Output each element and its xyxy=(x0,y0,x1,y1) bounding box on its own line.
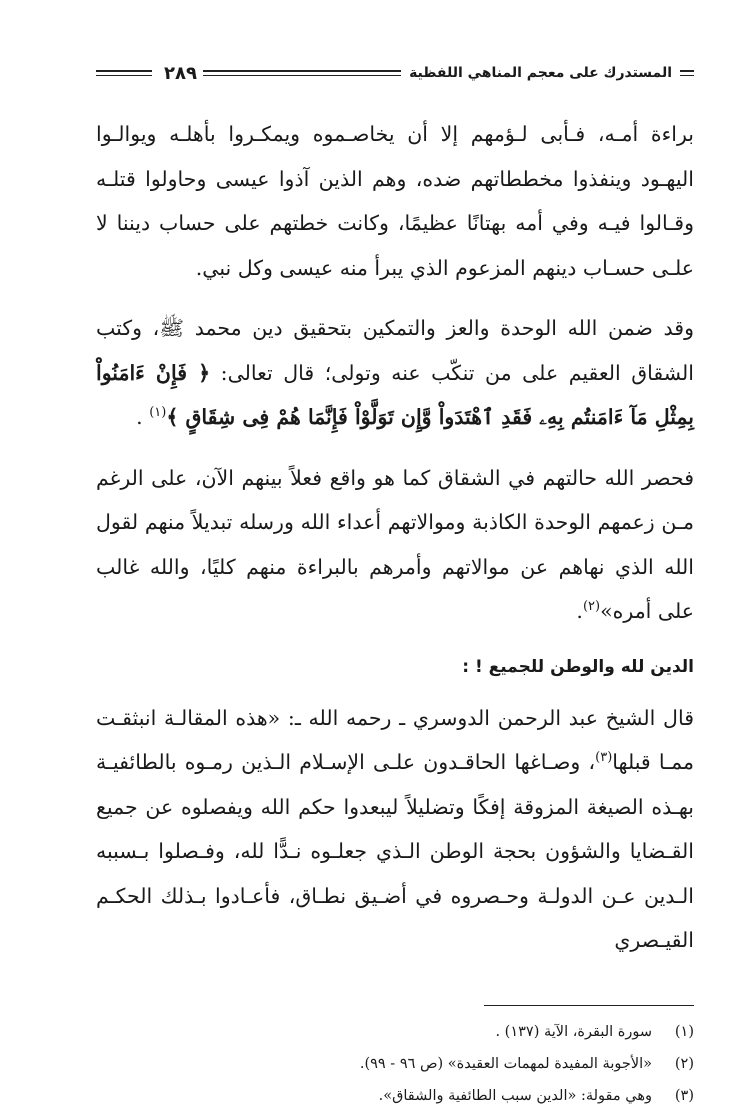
paragraph-2-text: وقد ضمن الله الوحدة والعز والتمكين بتحقيق دين محمد ﷺ، وكتب الشقاق العقيم على من تنكّب عنه وتولى؛ قال تعالى: xyxy=(96,316,694,385)
footnote-text: وهي مقولة: «الدين سبب الطائفية والشقاق». xyxy=(378,1087,652,1104)
paragraph-2 xyxy=(96,306,694,440)
footnote-text: «الأجوبة المفيدة لمهمات العقيدة» (ص ٩٦ - ٩٩). xyxy=(359,1055,652,1072)
footnote-number: (٢) xyxy=(674,1055,694,1072)
header-rule-right xyxy=(680,70,694,76)
running-title: المستدرك على معجم المناهي اللفظية xyxy=(409,65,672,81)
paragraph-3-end: . xyxy=(576,599,583,623)
paragraph-3-text: فحصر الله حالتهم في الشقاق كما هو واقع فعلاً بينهم الآن، على الرغم مـن زعمهم الوحدة الكاذبة وموالاتهم أعداء الله ورسله تبديلاً منهم لقول الله الذي نهاهم عن موالاتهم وأمرهم بالبراءة منهم كليًا، والله غالب على أمره» xyxy=(96,465,694,623)
header-rule-middle xyxy=(203,70,401,76)
footnote-number: (٣) xyxy=(674,1087,694,1104)
footnote-1 xyxy=(96,1016,694,1048)
footnote-text: سورة البقرة، الآية (١٣٧) . xyxy=(495,1023,652,1040)
paragraph-3 xyxy=(96,456,694,634)
page-number: ٢٨٩ xyxy=(164,62,197,84)
footnotes xyxy=(96,1016,694,1112)
footnote-separator xyxy=(484,1005,694,1006)
footnote-number: (١) xyxy=(674,1023,694,1040)
quran-verse: ﴿ فَإِنْ ءَامَنُواْ بِمِثْلِ مَآ ءَامَنتُم بِهِۦ فَقَدِ ٱهْتَدَواْ وَّإِن تَوَلَّوْاْ فَإِنَّمَا هُمْ فِى شِقَاقٍ ﴾ xyxy=(96,360,694,429)
footnote-ref-1: (١) xyxy=(149,405,167,421)
paragraph-4-rest: ، وصـاغها الحاقـدون علـى الإسـلام الـذين رمـوه بالطائفيـة بهـذه الصيغة المزوقة إفكًا وتضليلاً ليبعدوا حكم الله ويفصلوه عن جميع القـضايا والشؤون بحجة الوطن الـذي جعلـوه نـدًّا لله، وفـصلوا بـسببه الـدين عـن الدولـة وحـصروه في أضـيق نطـاق، فأعـادوا بـذلك الحكـم القيـصري xyxy=(96,750,694,952)
running-header xyxy=(96,60,694,86)
book-page xyxy=(96,60,694,1112)
footnote-ref-3: (٣) xyxy=(595,750,613,766)
paragraph-1: براءة أمـه، فـأبى لـؤمهم إلا أن يخاصـموه ويمكـروا بأهلـه ويوالـوا اليهـود وينفذوا مخططاتهم ضده، وهم الذين آذوا عيسى وحاولوا قتلـه وقـالوا فيـه وفي أمه بهتانًا عظيمًا، وكانت خطتهم على حساب ديننا لا علـى حسـاب دينهم المزعوم الذي يبرأ منه عيسى وكل نبي. xyxy=(96,122,694,280)
footnote-ref-2: (٢) xyxy=(582,599,601,615)
footnote-3 xyxy=(96,1080,694,1112)
main-text xyxy=(96,112,694,963)
paragraph-4-start: قال الشيخ عبد الرحمن الدوسري ـ رحمه الله ـ: «هذه المقالـة انبثقـت ممـا قبلها xyxy=(96,705,694,774)
paragraph-2-end: . xyxy=(136,405,150,429)
header-rule-left xyxy=(96,70,152,76)
paragraph-4 xyxy=(96,696,694,963)
footnote-2 xyxy=(96,1048,694,1080)
section-heading: الدين لله والوطن للجميع ! : xyxy=(462,656,694,677)
